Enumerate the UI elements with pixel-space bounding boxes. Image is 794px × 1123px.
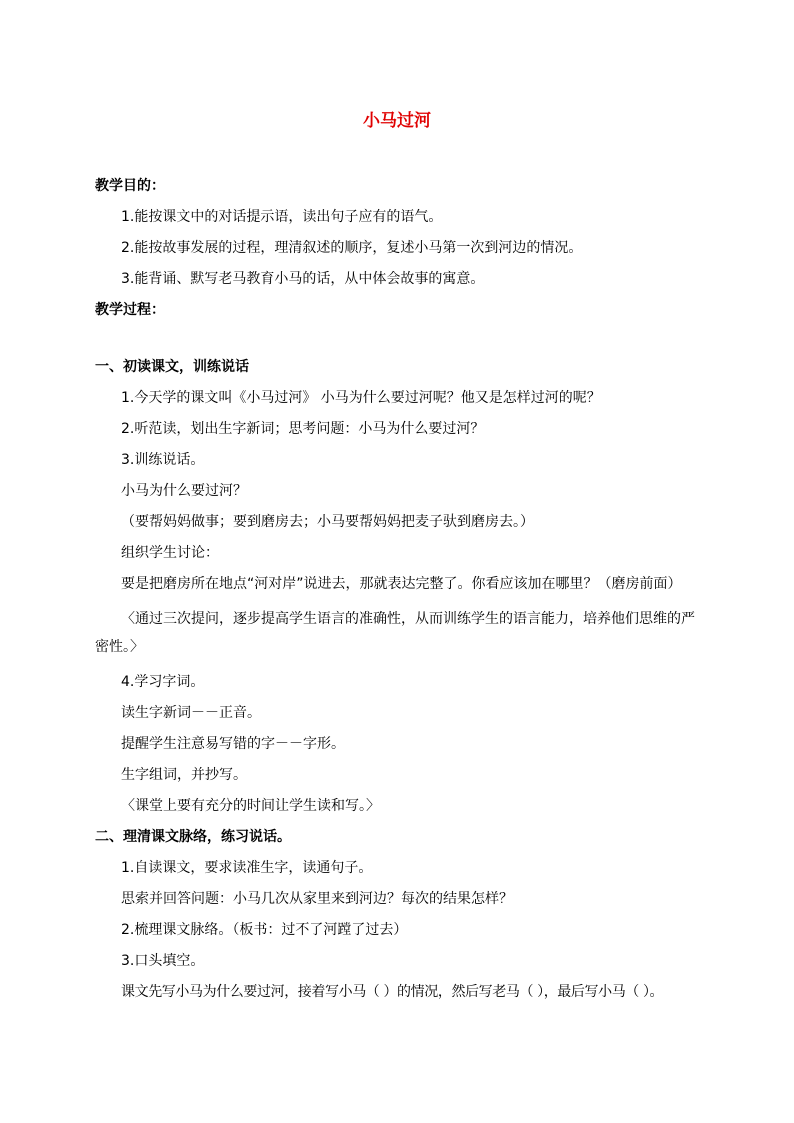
section1-line: 提醒学生注意易写错的字－－字形。 xyxy=(121,736,345,752)
goal-item: 1.能按课文中的对话提示语，读出句子应有的语气。 xyxy=(121,209,443,225)
section2-line: 1.自读课文，要求读准生字，读通句子。 xyxy=(121,860,373,876)
section1-line: （要帮妈妈做事；要到磨房去；小马要帮妈妈把麦子驮到磨房去。） xyxy=(121,514,534,530)
section2-line: 课文先写小马为什么要过河，接着写小马（ ）的情况，然后写老马（ ），最后写小马（ ）。 xyxy=(121,984,664,1000)
section1-line: 读生字新词－－正音。 xyxy=(121,705,261,721)
document-body xyxy=(95,176,707,1013)
section2-heading: 二、理清课文脉络，练习说话。 xyxy=(95,829,291,845)
goal-item: 2.能按故事发展的过程，理清叙述的顺序，复述小马第一次到河边的情况。 xyxy=(121,240,583,256)
section1-line: 小马为什么要过河？ xyxy=(121,483,247,499)
section1-note: 〈课堂上要有充分的时间让学生读和写。〉 xyxy=(121,798,380,814)
section1-note: 〈通过三次提问，逐步提高学生语言的准确性，从而训练学生的语言能力，培养他们思维的严密性。〉 xyxy=(95,611,695,655)
goals-heading: 教学目的： xyxy=(95,178,165,194)
section1-line: 要是把磨房所在地点“河对岸”说进去，那就表达完整了。你看应该加在哪里？（磨房前面） xyxy=(121,576,682,592)
section2-line: 2.梳理课文脉络。（板书：过不了河蹚了过去） xyxy=(121,922,408,938)
section1-line: 生字组词，并抄写。 xyxy=(121,767,247,783)
process-heading: 教学过程： xyxy=(95,302,165,318)
section1-line: 4.学习字词。 xyxy=(121,674,205,690)
section1-line: 3.训练说话。 xyxy=(121,452,205,468)
document-title: 小马过河 xyxy=(363,111,431,131)
section1-line: 组织学生讨论： xyxy=(121,545,219,561)
section1-line: 1.今天学的课文叫《小马过河》 小马为什么要过河呢？他又是怎样过河的呢？ xyxy=(121,390,601,406)
section2-line: 3.口头填空。 xyxy=(121,953,205,969)
section1-heading: 一、初读课文，训练说话 xyxy=(95,359,249,375)
section2-line: 思索并回答问题：小马几次从家里来到河边？每次的结果怎样？ xyxy=(121,891,513,907)
section1-line: 2.听范读，划出生字新词；思考问题：小马为什么要过河？ xyxy=(121,421,485,437)
goal-item: 3.能背诵、默写老马教育小马的话，从中体会故事的寓意。 xyxy=(121,271,485,287)
